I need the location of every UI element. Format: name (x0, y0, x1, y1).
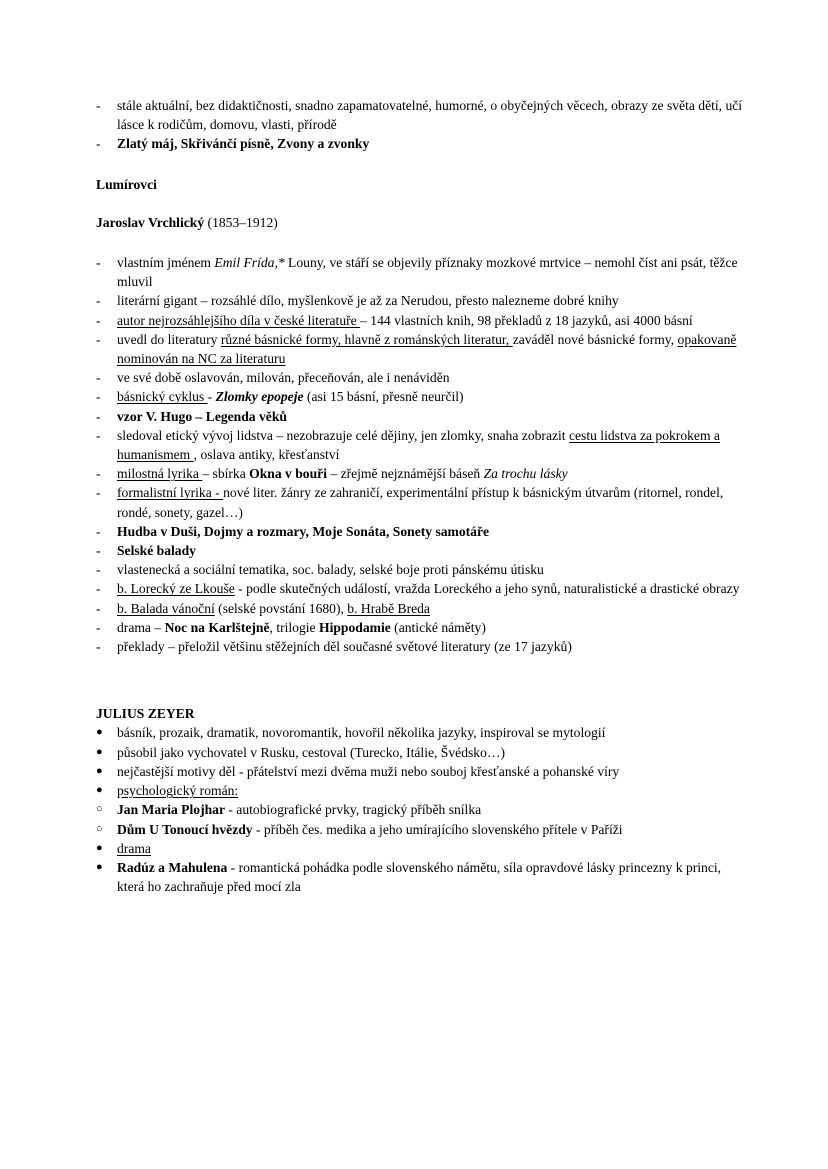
text-segment: nové liter. žánry ze zahraničí, experimentální přístup k básnickým útvarům (ritornel, rondel, rondé, sonety, gazel…) (117, 485, 724, 520)
vrchlicky-list-part2 (96, 464, 750, 522)
psychologicky-roman-sublist (96, 800, 750, 838)
list-item (96, 579, 750, 598)
list-item-text (117, 839, 750, 858)
disc-bullet-icon: ● (96, 841, 103, 854)
spacer (96, 232, 750, 253)
list-item (96, 253, 750, 291)
list-item (96, 618, 750, 637)
list-item-text (117, 723, 750, 742)
list-item (96, 723, 750, 742)
list-item-text (117, 134, 750, 153)
selske-balady-sublist (96, 560, 750, 618)
text-segment: (asi 15 básní, přesně neurčil) (303, 389, 464, 405)
zeyer-list-part2 (96, 839, 750, 897)
list-item (96, 387, 750, 406)
list-item-text (117, 637, 750, 656)
text-segment: vlastenecká a sociální tematika, soc. balady, selské boje proti pánskému útisku (117, 562, 544, 578)
text-segment: (selské povstání 1680), (214, 600, 348, 616)
list-item (96, 762, 750, 781)
disc-bullet-icon: ● (96, 726, 103, 739)
text-segment: vlastním jménem (117, 255, 215, 271)
text-segment: milostná lyrika (117, 466, 203, 482)
list-item (96, 800, 750, 819)
dash-bullet-icon: - (96, 98, 101, 113)
list-item-text (117, 618, 750, 637)
list-item-text (117, 743, 750, 762)
dash-bullet-icon: - (96, 485, 101, 501)
spacer (96, 656, 750, 704)
list-item (96, 522, 750, 541)
circle-bullet-icon: ○ (96, 803, 103, 816)
list-item (96, 637, 750, 656)
text-segment: b. Lorecký ze Lkouše (117, 581, 235, 597)
text-segment: uvedl do literatury (117, 331, 221, 347)
text-segment: – sbírka (202, 466, 250, 482)
list-item-text (117, 522, 750, 541)
text-segment: - podle skutečných událostí, vražda Loreckého a jeho synů, naturalistické a drastické obrazy (234, 581, 740, 597)
list-item-text (117, 311, 750, 330)
text-segment: opakovaně nominován na NC za literaturu (117, 331, 737, 367)
list-item (96, 839, 750, 858)
text-segment: stále aktuální, bez didaktičnosti, snadno zapamatovatelné, humorné, o obyčejných věcech, obrazy ze světa dětí, učí lásce k rodičům, domovu, vlasti, přírodě (117, 98, 743, 133)
list-item-text (117, 762, 750, 781)
text-segment: – 144 vlastních knih, 98 překladů z 18 jazyků, asi 4000 básní (360, 312, 693, 328)
text-segment: drama – (117, 619, 165, 635)
text-segment: Zlatý máj, Skřivánčí písně, Zvony a zvonky (117, 136, 370, 152)
text-segment: ve své době oslavován, milován, přeceňován, ale i nenáviděn (117, 370, 450, 386)
list-item (96, 407, 750, 426)
list-item-text (117, 330, 750, 368)
text-segment: b. Hrabě Breda (347, 600, 430, 616)
list-item-text (117, 483, 750, 521)
list-item (96, 858, 750, 896)
text-segment: působil jako vychovatel v Rusku, cestoval (Turecko, Itálie, Švédsko…) (117, 744, 505, 760)
text-segment: (antické náměty) (390, 619, 486, 635)
dash-bullet-icon: - (96, 639, 101, 655)
dash-bullet-icon: - (96, 389, 101, 405)
disc-bullet-icon: ● (96, 784, 103, 797)
text-segment: b. Balada vánoční (117, 600, 215, 616)
list-item (96, 743, 750, 762)
dash-bullet-icon: - (96, 293, 101, 309)
list-item (96, 464, 750, 483)
text-segment: vzor V. Hugo – Legenda věků (117, 408, 287, 424)
list-item-text (117, 560, 750, 579)
text-segment: Hudba v Duši, Dojmy a rozmary, Moje Sonáta, Sonety samotáře (117, 523, 490, 539)
list-item-text (117, 387, 750, 406)
selske-balady-label: Selské balady (117, 543, 196, 559)
list-item (96, 330, 750, 368)
spacer (96, 194, 750, 213)
text-segment: - příběh čes. medika a jeho umírajícího slovenského přítele v Paříži (252, 821, 623, 837)
text-segment: drama (117, 840, 151, 856)
spacer (96, 154, 750, 175)
text-segment: básnický cyklus (117, 389, 208, 405)
text-segment: různé básnické formy, hlavně z románských literatur, (220, 331, 513, 347)
text-segment: - (207, 389, 216, 405)
list-item-text (117, 781, 750, 800)
list-item-text (117, 426, 750, 464)
heading-julius-zeyer: JULIUS ZEYER (96, 706, 195, 722)
disc-bullet-icon: ● (96, 764, 103, 777)
text-segment: Emil Frída,* (214, 255, 285, 271)
text-segment: Hippodamie (319, 619, 391, 635)
heading-lumirovci: Lumírovci (96, 176, 157, 192)
dash-bullet-icon: - (96, 255, 101, 271)
list-item-text (117, 579, 750, 598)
list-item-text (117, 800, 750, 819)
text-segment: Jan Maria Plojhar (117, 802, 225, 818)
disc-bullet-icon: ● (96, 745, 103, 758)
dash-bullet-icon: - (96, 370, 101, 386)
text-segment: - autobiografické prvky, tragický příběh snílka (224, 802, 482, 818)
list-item-text (117, 599, 750, 618)
list-item-text (117, 368, 750, 387)
dash-bullet-icon: - (96, 331, 101, 347)
list-item (96, 599, 750, 618)
dash-bullet-icon: - (96, 600, 101, 616)
list-item (96, 134, 750, 153)
text-segment: Louny, ve stáří se objevily příznaky mozkové mrtvice – nemohl číst ani psát, těžce mluvil (117, 255, 738, 290)
text-segment: zaváděl nové básnické formy, (512, 331, 678, 347)
vrchlicky-list-part3 (96, 618, 750, 656)
text-segment: Dům U Tonoucí hvězdy (117, 821, 253, 837)
vrchlicky-list-part1 (96, 253, 750, 407)
text-segment: básník, prozaik, dramatik, novoromantik, hovořil několika jazyky, inspiroval se mytologií (117, 725, 606, 741)
text-segment: Noc na Karlštejně (164, 619, 270, 635)
disc-bullet-icon: ● (96, 860, 103, 873)
text-segment: autor nejrozsáhlejšího díla v české literatuře (117, 312, 361, 328)
dash-bullet-icon: - (96, 408, 101, 424)
list-item (96, 483, 750, 521)
text-segment: - romantická pohádka podle slovenského námětu, síla opravdové lásky princezny k princi, která ho zachraňuje před mocí zla (117, 859, 722, 895)
selske-balady-list (96, 541, 750, 560)
text-segment: cestu lidstva za pokrokem a humanismem (117, 427, 720, 463)
document-body (96, 96, 750, 896)
dash-bullet-icon: - (96, 427, 101, 443)
circle-bullet-icon: ○ (96, 822, 103, 835)
heading-name: Jaroslav Vrchlický (96, 214, 205, 230)
dash-bullet-icon: - (96, 466, 101, 482)
formalistni-lyrika-sublist (96, 522, 750, 541)
text-segment: Okna v bouři (249, 466, 327, 482)
list-item (96, 820, 750, 839)
zlomky-epopeje-sublist (96, 407, 750, 465)
dash-bullet-icon: - (96, 562, 101, 578)
list-item-text (117, 464, 750, 483)
list-item (96, 311, 750, 330)
top-continuation-list (96, 96, 750, 154)
text-segment: psychologický román: (117, 783, 239, 799)
list-item-text (117, 407, 750, 426)
text-segment: literární gigant – rozsáhlé dílo, myšlenkově je až za Nerudou, přesto nalezneme dobré knihy (117, 293, 619, 309)
dash-bullet-icon: - (96, 136, 101, 152)
list-item-text (117, 858, 750, 896)
heading-jaroslav-vrchlicky (96, 213, 750, 232)
dash-bullet-icon: - (96, 523, 101, 539)
dash-bullet-icon: - (96, 581, 101, 597)
list-item (96, 426, 750, 464)
list-item (96, 781, 750, 800)
list-item-text (117, 96, 750, 134)
list-item-text (117, 291, 750, 310)
list-item (96, 560, 750, 579)
list-item (96, 291, 750, 310)
text-segment: , oslava antiky, křesťanství (193, 447, 340, 463)
list-item (96, 541, 750, 560)
text-segment: Za trochu lásky (483, 466, 568, 482)
list-item-text (117, 253, 750, 291)
text-segment: nejčastější motivy děl - přátelství mezi dvěma muži nebo souboj křesťanské a pohanské víry (117, 763, 620, 779)
dash-bullet-icon: - (96, 543, 101, 559)
text-segment: , trilogie (269, 619, 319, 635)
dash-bullet-icon: - (96, 619, 101, 635)
dash-bullet-icon: - (96, 312, 101, 328)
zeyer-list-part1 (96, 723, 750, 800)
list-item (96, 368, 750, 387)
list-item (96, 96, 750, 134)
text-segment: překlady – přeložil většinu stěžejních děl současné světové literatury (ze 17 jazyků) (117, 639, 572, 655)
text-segment: sledoval etický vývoj lidstva – nezobrazuje celé dějiny, jen zlomky, snaha zobrazit (117, 427, 569, 443)
heading-dates: (1853–1912) (204, 214, 278, 230)
text-segment: Radúz a Mahulena (117, 859, 228, 875)
text-segment: – zřejmě nejznámější báseň (326, 466, 484, 482)
text-segment: formalistní lyrika - (117, 485, 224, 501)
list-item-text (117, 820, 750, 839)
text-segment: Zlomky epopeje (215, 389, 304, 405)
